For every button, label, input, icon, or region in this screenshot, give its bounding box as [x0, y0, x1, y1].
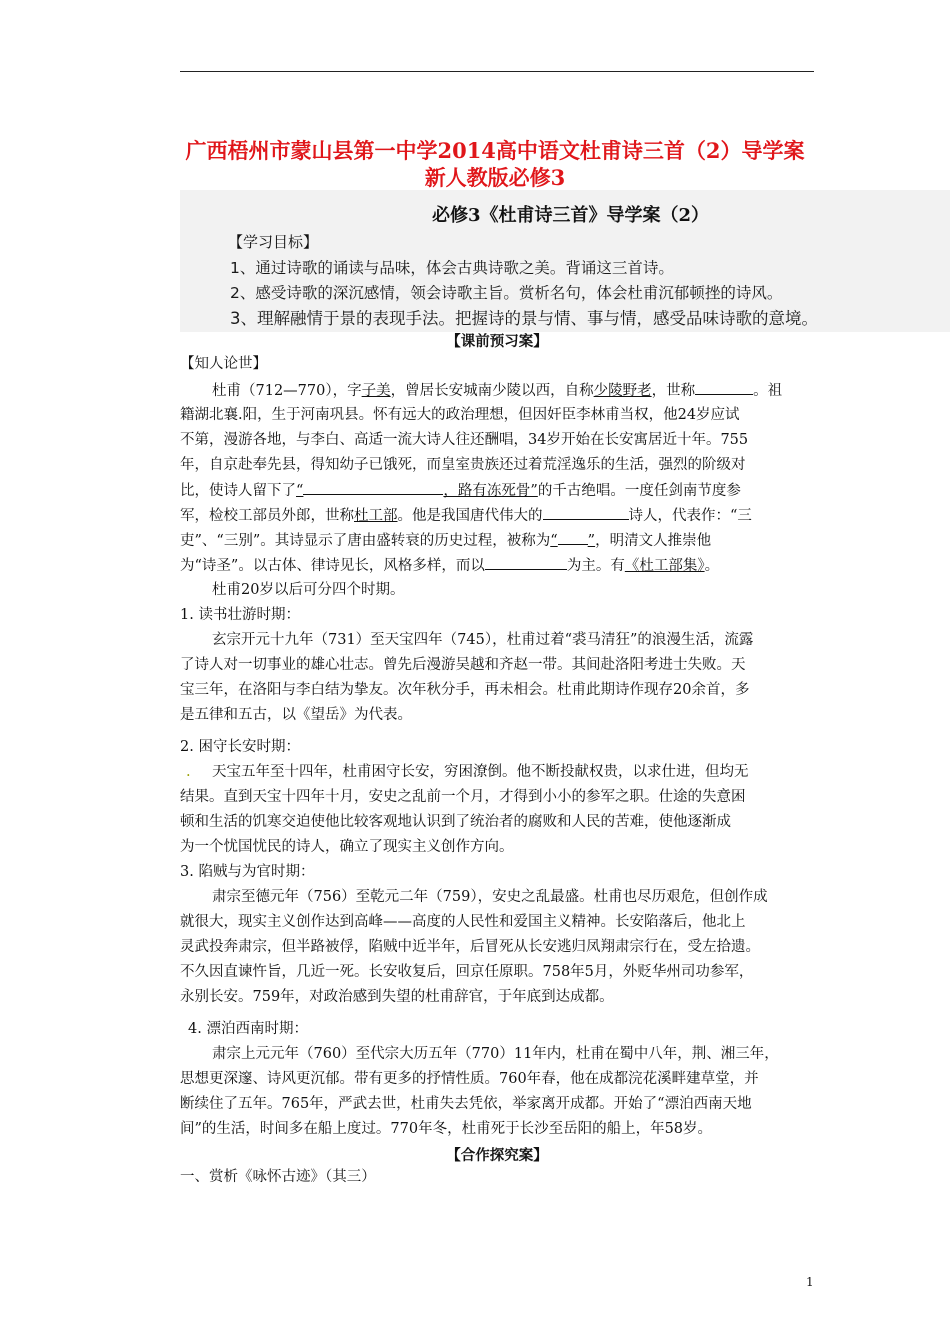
- period-line: 永别长安。759年，对政治感到失望的杜甫辞官，于年底到达成都。: [180, 989, 614, 1005]
- bio-line: 吏”、“三别”。其诗显示了唐由盛转衰的历史过程，被称为“ ”，明清文人推崇他: [180, 530, 711, 551]
- period-line: 是五律和五古，以《望岳》为代表。: [180, 707, 412, 723]
- goal-item: 2、感受诗歌的深沉感情，领会诗歌主旨。赏析名句，体会杜甫沉郁顿挫的诗风。: [230, 284, 783, 302]
- bio-line: 年，自京赴奉先县，得知幼子已饿死，而皇室贵族还过着荒淫逸乐的生活，强烈的阶级对: [180, 457, 746, 473]
- bio-line: 不第，漫游各地，与李白、高适一流大诗人往还酬唱，34岁开始在长安寓居近十年。755: [180, 432, 749, 448]
- period-line: 不久因直谏忤旨，几近一死。长安收复后，回京任原职。758年5月，外贬华州司功参军，: [180, 964, 754, 980]
- period-line: 就很大，现实主义创作达到高峰——高度的人民性和爱国主义精神。长安陷落后，他北上: [180, 914, 746, 930]
- period-line: 天宝五年至十四年，杜甫困守长安，穷困潦倒。他不断投献权贵，以求仕进，但均无: [212, 764, 749, 780]
- bio-line: 杜甫（712—770），字子美，曾居长安城南少陵以西，自称少陵野老，世称 。祖: [212, 380, 782, 401]
- fill-blank: [303, 480, 443, 495]
- periods-intro: 杜甫20岁以后可分四个时期。: [212, 582, 405, 598]
- cooperation-heading: 【合作探究案】: [446, 1147, 548, 1164]
- period-line: 间”的生活，时间多在船上度过。770年冬，杜甫死于长沙至岳阳的船上，年58岁。: [180, 1121, 713, 1137]
- document-title-line2: 新人教版必修3: [424, 165, 566, 190]
- period-line: 思想更深邃、诗风更沉郁。带有更多的抒情性质。760年春，他在成都浣花溪畔建草堂，并: [180, 1071, 759, 1087]
- fill-blank: [558, 530, 588, 545]
- period-title: 4. 漂泊西南时期：: [188, 1021, 308, 1037]
- period-line: 顿和生活的饥寒交迫使他比较客观地认识到了统治者的腐败和人民的苦难，使他逐渐成: [180, 814, 731, 830]
- preview-heading: 【课前预习案】: [446, 333, 548, 350]
- dot-mark: .: [186, 764, 191, 780]
- period-line: 了诗人对一切事业的雄心壮志。曾先后漫游吴越和齐赵一带。其间赴洛阳考进士失败。天: [180, 657, 746, 673]
- period-line: 为一个忧国忧民的诗人，确立了现实主义创作方向。: [180, 839, 514, 855]
- period-line: 肃宗至德元年（756）至乾元二年（759），安史之乱最盛。杜甫也尽历艰危，但创作成: [212, 889, 768, 905]
- goals-heading: 【学习目标】: [228, 233, 319, 251]
- period-line: 灵武投奔肃宗，但半路被俘，陷贼中近半年，后冒死从长安逃归凤翔肃宗行在，受左拾遗。: [180, 939, 760, 955]
- fill-blank: [543, 505, 629, 520]
- goal-item: 3、理解融情于景的表现手法。把握诗的景与情、事与情，感受品味诗歌的意境。: [230, 309, 818, 328]
- period-title: 3. 陷贼与为官时期：: [180, 864, 315, 880]
- fill-blank: [695, 380, 753, 395]
- period-line: 结果。直到天宝十四年十月，安史之乱前一个月，才得到小小的参军之职。仕途的失意困: [180, 789, 746, 805]
- scanned-title: 必修3《杜甫诗三首》导学案（2）: [432, 205, 710, 226]
- bio-line: 籍湖北襄.阳，生于河南巩县。怀有远大的政治理想，但因奸臣李林甫当权，他24岁应试: [180, 407, 740, 423]
- header-rule: [180, 71, 814, 72]
- goal-item: 1、通过诗歌的诵读与品味，体会古典诗歌之美。背诵这三首诗。: [230, 259, 674, 277]
- period-line: 断续住了五年。765年，严武去世，杜甫失去凭依，举家离开成都。开始了“漂泊西南天地: [180, 1096, 752, 1112]
- period-title: 2. 困守长安时期：: [180, 739, 300, 755]
- period-line: 宝三年，在洛阳与李白结为挚友。次年秋分手，再未相会。杜甫此期诗作现存20余首，多: [180, 682, 750, 698]
- fill-blank: [485, 555, 567, 570]
- page-number: 1: [806, 1275, 814, 1289]
- period-line: 玄宗开元十九年（731）至天宝四年（745），杜甫过着“裘马清狂”的浪漫生活，流露: [212, 632, 754, 648]
- period-title: 1. 读书壮游时期：: [180, 607, 300, 623]
- document-title-line1: 广西梧州市蒙山县第一中学2014高中语文杜甫诗三首（2）导学案: [185, 138, 805, 163]
- background-subheading: 【知人论世】: [180, 356, 267, 372]
- bio-line: 军，检校工部员外郎，世称杜工部。他是我国唐代伟大的 诗人，代表作：“三: [180, 505, 752, 526]
- bio-line: 为“诗圣”。以古体、律诗见长，风格多样，而以 为主。有《杜工部集》。: [180, 555, 719, 576]
- cooperation-item: 一、赏析《咏怀古迹》（其三）: [180, 1169, 376, 1185]
- period-line: 肃宗上元元年（760）至代宗大历五年（770）11年内，杜甫在蜀中八年，荆、湘三年，: [212, 1046, 779, 1062]
- bio-line: 比，使诗人留下了“ ，路有冻死骨”的千古绝唱。一度任剑南节度参: [180, 480, 741, 501]
